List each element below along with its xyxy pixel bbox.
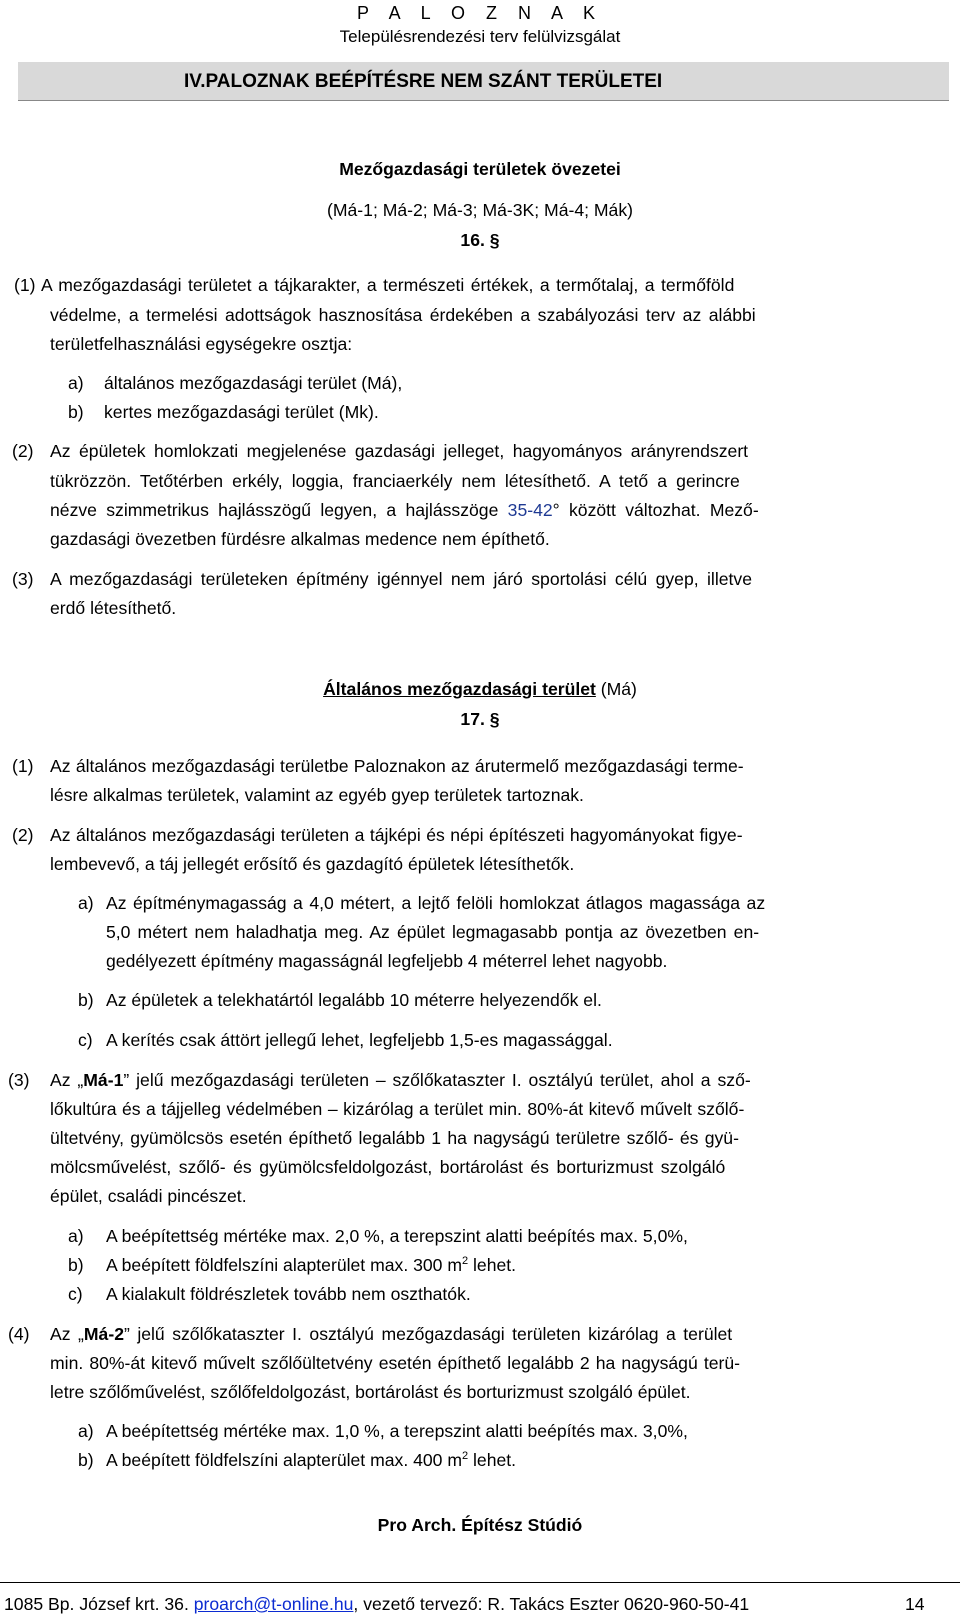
s17-p3-line: lőkultúra és a tájjelleg védelmében – kizárólag a terület min. 80%-át kitevő művelt szőlő-: [50, 1099, 745, 1119]
text-run: ” jelű mezőgazdasági területen – szőlőkataszter I. osztályú terület, ahol a sző-: [123, 1070, 751, 1090]
s16-p1-line: (1) A mezőgazdasági területet a tájkarakter, a természeti értékek, a termőtalaj, a termőföld: [14, 275, 735, 295]
list-label: a): [68, 373, 84, 393]
header-subtitle: Településrendezési terv felülvizsgálat: [339, 27, 621, 46]
s16-p3-line: A mezőgazdasági területeken építmény igénnyel nem járó sportolási célú gyep, illetve: [50, 569, 752, 589]
s16-p2-line: gazdasági övezetben fürdésre alkalmas medence nem építhető.: [50, 529, 550, 549]
page-number: 14: [905, 1594, 925, 1614]
s16-p1-line: védelme, a termelési adottságok hasznosítása érdekében a szabályozási terv az alábbi: [50, 305, 756, 325]
para-number: (2): [12, 441, 34, 461]
s16-p2-line: tükrözzön. Tetőtérben erkély, loggia, franciaerkély nem létesíthető. A tető a gerincre: [50, 471, 740, 491]
s17-p4-line: min. 80%-át kitevő művelt szőlőültetvény esetén építhető legalább 2 ha nagyságú terü-: [50, 1353, 740, 1373]
list-item: A kialakult földrészletek tovább nem oszthatók.: [106, 1284, 471, 1304]
para-number: (4): [8, 1324, 30, 1344]
text-run: Az „: [50, 1324, 84, 1344]
s16-p3-line: erdő létesíthető.: [50, 598, 177, 618]
s17-title: [0, 675, 960, 704]
text-run: A beépített földfelszíni alapterület max. 300 m: [106, 1255, 462, 1275]
list-label: a): [78, 893, 94, 913]
s17-p1-line: lésre alkalmas területek, valamint az egyéb gyep területek tartoznak.: [50, 785, 584, 805]
s17-p2-line: lembevevő, a táj jellegét erősítő és gazdagító épületek létesíthetők.: [50, 854, 575, 874]
para-number: (1): [12, 756, 34, 776]
superscript: 2: [462, 1255, 469, 1268]
list-label: b): [68, 1255, 84, 1275]
s17-p2-line: Az általános mezőgazdasági területen a tájképi és népi építészeti hagyományokat figye-: [50, 825, 743, 845]
text-run: nézve szimmetrikus hajlásszögű legyen, a hajlásszöge: [50, 500, 508, 520]
s17-p1-line: Az általános mezőgazdasági területbe Paloznakon az árutermelő mezőgazdasági terme-: [50, 756, 744, 776]
list-item: A kerítés csak áttört jellegű lehet, legfeljebb 1,5-es magassággal.: [106, 1030, 613, 1050]
angle-value: 35-42: [507, 500, 553, 520]
text-run: ° között változhat. Mező-: [552, 500, 759, 520]
list-item: A beépítettség mértéke max. 1,0 %, a terepszint alatti beépítés max. 3,0%,: [106, 1421, 688, 1441]
chapter-title: IV.PALOZNAK BEÉPÍTÉSRE NEM SZÁNT TERÜLETEI: [184, 71, 663, 92]
s16-p1-line: területfelhasználási egységekre osztja:: [50, 334, 353, 354]
text-run: Az „: [50, 1070, 84, 1090]
footer-designer: , vezető tervező: R. Takács Eszter 0620-960-50-41: [353, 1594, 750, 1614]
para-number: (2): [12, 825, 34, 845]
s17-title-bold: Általános mezőgazdasági terület: [323, 679, 596, 699]
s17-p4-line: letre szőlőművelést, szőlőfeldolgozást, bortárolást és borturizmust szolgáló épület.: [50, 1382, 691, 1402]
zone-code: Má-1: [83, 1070, 124, 1090]
list-item: általános mezőgazdasági terület (Má),: [104, 373, 403, 393]
list-label: b): [78, 990, 94, 1010]
list-item: [106, 1251, 516, 1280]
para-number: (3): [12, 569, 34, 589]
list-item: 5,0 métert nem haladhatja meg. Az épület legmagasabb pontja az övezetben en-: [106, 922, 760, 942]
s17-p3-line: [50, 1066, 751, 1095]
footer-address: 1085 Bp. József krt. 36.: [4, 1594, 194, 1614]
s16-zones: (Má-1; Má-2; Má-3; Má-3K; Má-4; Mák): [327, 200, 633, 220]
list-item: kertes mezőgazdasági terület (Mk).: [104, 402, 379, 422]
s17-p4-line: [50, 1320, 732, 1349]
list-item: Az épületek a telekhatártól legalább 10 méterre helyezendők el.: [106, 990, 602, 1010]
text-run: lehet.: [468, 1450, 517, 1470]
list-item: [106, 1446, 516, 1475]
footer-studio: Pro Arch. Építész Stúdió: [377, 1515, 583, 1535]
s17-title-rest: (Má): [595, 679, 637, 699]
s16-section: 16. §: [460, 230, 500, 250]
footer-contact: [4, 1593, 749, 1615]
list-item: Az építménymagasság a 4,0 métert, a lejtő felöli homlokzat átlagos magassága az: [106, 893, 766, 913]
list-label: a): [68, 1226, 84, 1246]
s17-p3-line: épület, családi pincészet.: [50, 1186, 247, 1206]
para-number: (3): [8, 1070, 30, 1090]
list-label: c): [78, 1030, 93, 1050]
s16-p2-line: Az épületek homlokzati megjelenése gazdasági jelleget, hagyományos arányrendszert: [50, 441, 749, 461]
s17-p3-line: ültetvény, gyümölcsös esetén építhető legalább 1 ha nagyságú területre szőlő- és gyü-: [50, 1128, 739, 1148]
s17-p3-line: mölcsművelést, szőlő- és gyümölcsfeldolgozást, bortárolást és borturizmust szolgáló: [50, 1157, 726, 1177]
list-label: c): [68, 1284, 83, 1304]
footer-divider: [0, 1582, 960, 1583]
s16-title: Mezőgazdasági területek övezetei: [339, 159, 621, 179]
email-link[interactable]: proarch@t-online.hu: [193, 1594, 354, 1614]
list-label: a): [78, 1421, 94, 1441]
list-item: A beépítettség mértéke max. 2,0 %, a terepszint alatti beépítés max. 5,0%,: [106, 1226, 688, 1246]
text-run: A beépített földfelszíni alapterület max. 400 m: [106, 1450, 462, 1470]
superscript: 2: [462, 1450, 469, 1463]
list-label: b): [68, 402, 84, 422]
s16-p2-line: [50, 496, 759, 525]
zone-code: Má-2: [83, 1324, 124, 1344]
header-place: P A L O Z N A K: [356, 3, 604, 23]
list-item: gedélyezett építmény magasságnál legfeljebb 4 méterrel lehet nagyobb.: [106, 951, 668, 971]
list-label: b): [78, 1450, 94, 1470]
s17-section: 17. §: [460, 709, 500, 729]
text-run: lehet.: [468, 1255, 517, 1275]
chapter-band: [18, 62, 949, 101]
text-run: ” jelű szőlőkataszter I. osztályú mezőgazdasági területen kizárólag a terület: [123, 1324, 733, 1344]
